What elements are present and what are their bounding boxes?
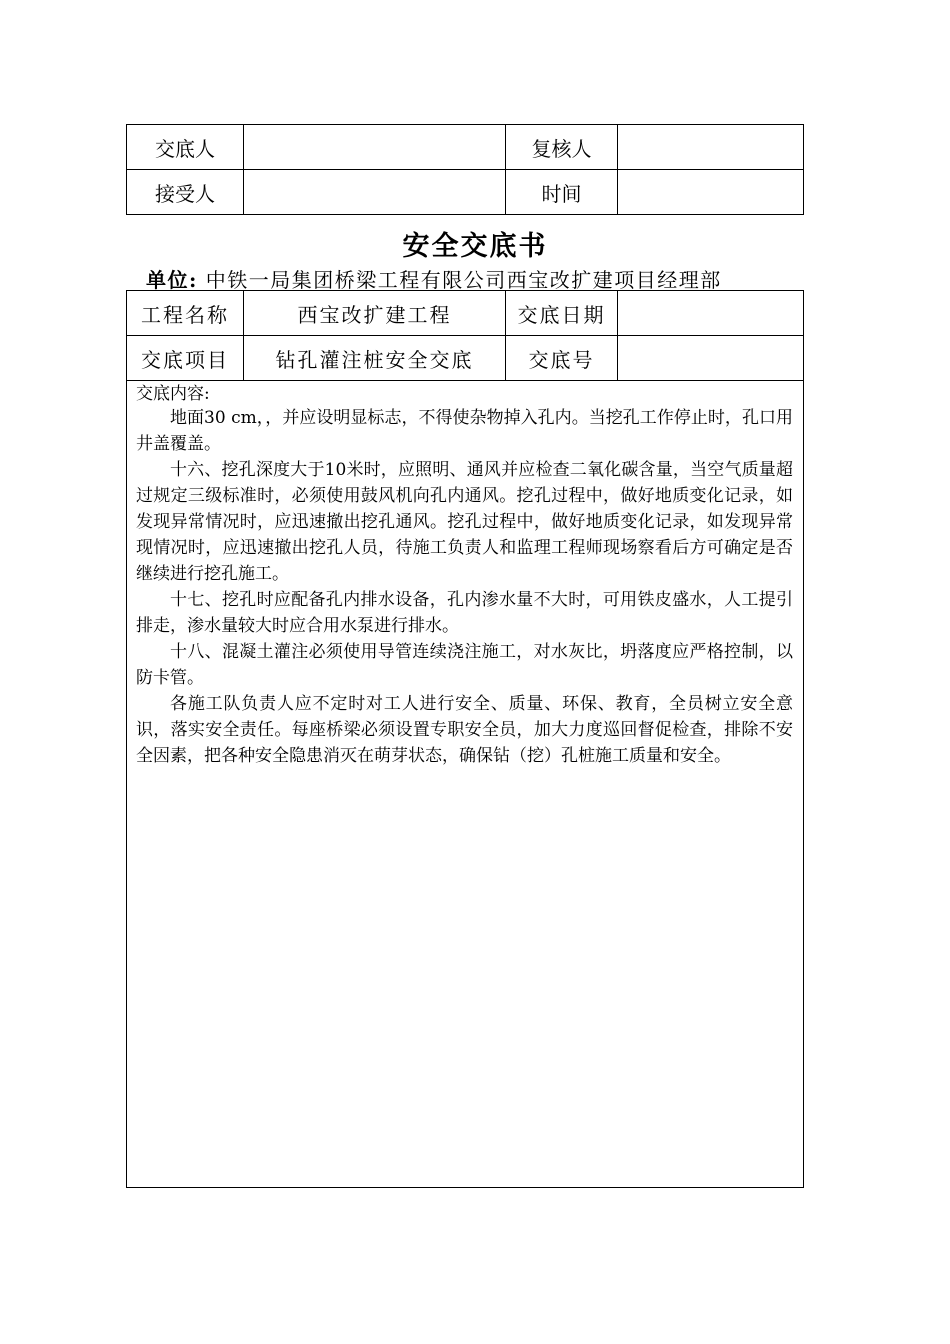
table-row bbox=[127, 291, 804, 336]
table-row bbox=[127, 381, 804, 1188]
label-cell: 复核人 bbox=[506, 125, 618, 170]
label-cell: 接受人 bbox=[127, 170, 244, 215]
value-cell bbox=[618, 336, 804, 381]
document-title: 安全交底书 bbox=[402, 231, 548, 262]
table-row bbox=[127, 125, 804, 170]
value-cell bbox=[618, 125, 804, 170]
content-cell bbox=[127, 381, 804, 1188]
briefing-table bbox=[126, 290, 804, 1188]
label-cell: 交底号 bbox=[506, 336, 618, 381]
label-cell: 工程名称 bbox=[127, 291, 244, 336]
label-cell: 交底日期 bbox=[506, 291, 618, 336]
value-cell bbox=[618, 291, 804, 336]
content-paragraph: 十七、挖孔时应配备孔内排水设备，孔内渗水量不大时，可用铁皮盛水，人工提引排走，渗水量较大时应合用水泵进行排水。 bbox=[136, 590, 793, 636]
value-cell: 钻孔灌注桩安全交底 bbox=[244, 336, 506, 381]
label-cell: 交底人 bbox=[127, 125, 244, 170]
content-paragraph: 十六、挖孔深度大于10米时，应照明、通风并应检查二氧化碳含量，当空气质量超过规定三级标准时，必须使用鼓风机向孔内通风。挖孔过程中，做好地质变化记录，如发现异常情况时，应迅速撤出挖孔通风。挖孔过程中，做好地质变化记录，如发现异常现情况时，应迅速撤出挖孔人员，待施工负责人和监理工程师现场察看后方可确定是否继续进行挖孔施工。 bbox=[136, 460, 793, 584]
label-cell: 时间 bbox=[506, 170, 618, 215]
content-paragraph: 地面30 cm，，并应设明显标志，不得使杂物掉入孔内。当挖孔工作停止时，孔口用井盖覆盖。 bbox=[136, 408, 793, 454]
value-cell bbox=[244, 170, 506, 215]
content-label: 交底内容: bbox=[136, 384, 210, 404]
value-cell: 西宝改扩建工程 bbox=[244, 291, 506, 336]
value-cell bbox=[244, 125, 506, 170]
label-cell: 交底项目 bbox=[127, 336, 244, 381]
unit-label: 单位: bbox=[146, 268, 198, 292]
table-row bbox=[127, 170, 804, 215]
content-paragraph: 各施工队负责人应不定时对工人进行安全、质量、环保、教育，全员树立安全意识，落实安全责任。每座桥梁必须设置专职安全员，加大力度巡回督促检查，排除不安全因素，把各种安全隐患消灭在萌芽状态，确保钻（挖）孔桩施工质量和安全。 bbox=[136, 694, 793, 766]
unit-line bbox=[146, 264, 722, 293]
signature-table bbox=[126, 124, 804, 215]
table-row bbox=[127, 336, 804, 381]
unit-value: 中铁一局集团桥梁工程有限公司西宝改扩建项目经理部 bbox=[205, 268, 722, 292]
content-paragraph: 十八、混凝土灌注必须使用导管连续浇注施工，对水灰比，坍落度应严格控制，以防卡管。 bbox=[136, 642, 793, 688]
value-cell bbox=[618, 170, 804, 215]
